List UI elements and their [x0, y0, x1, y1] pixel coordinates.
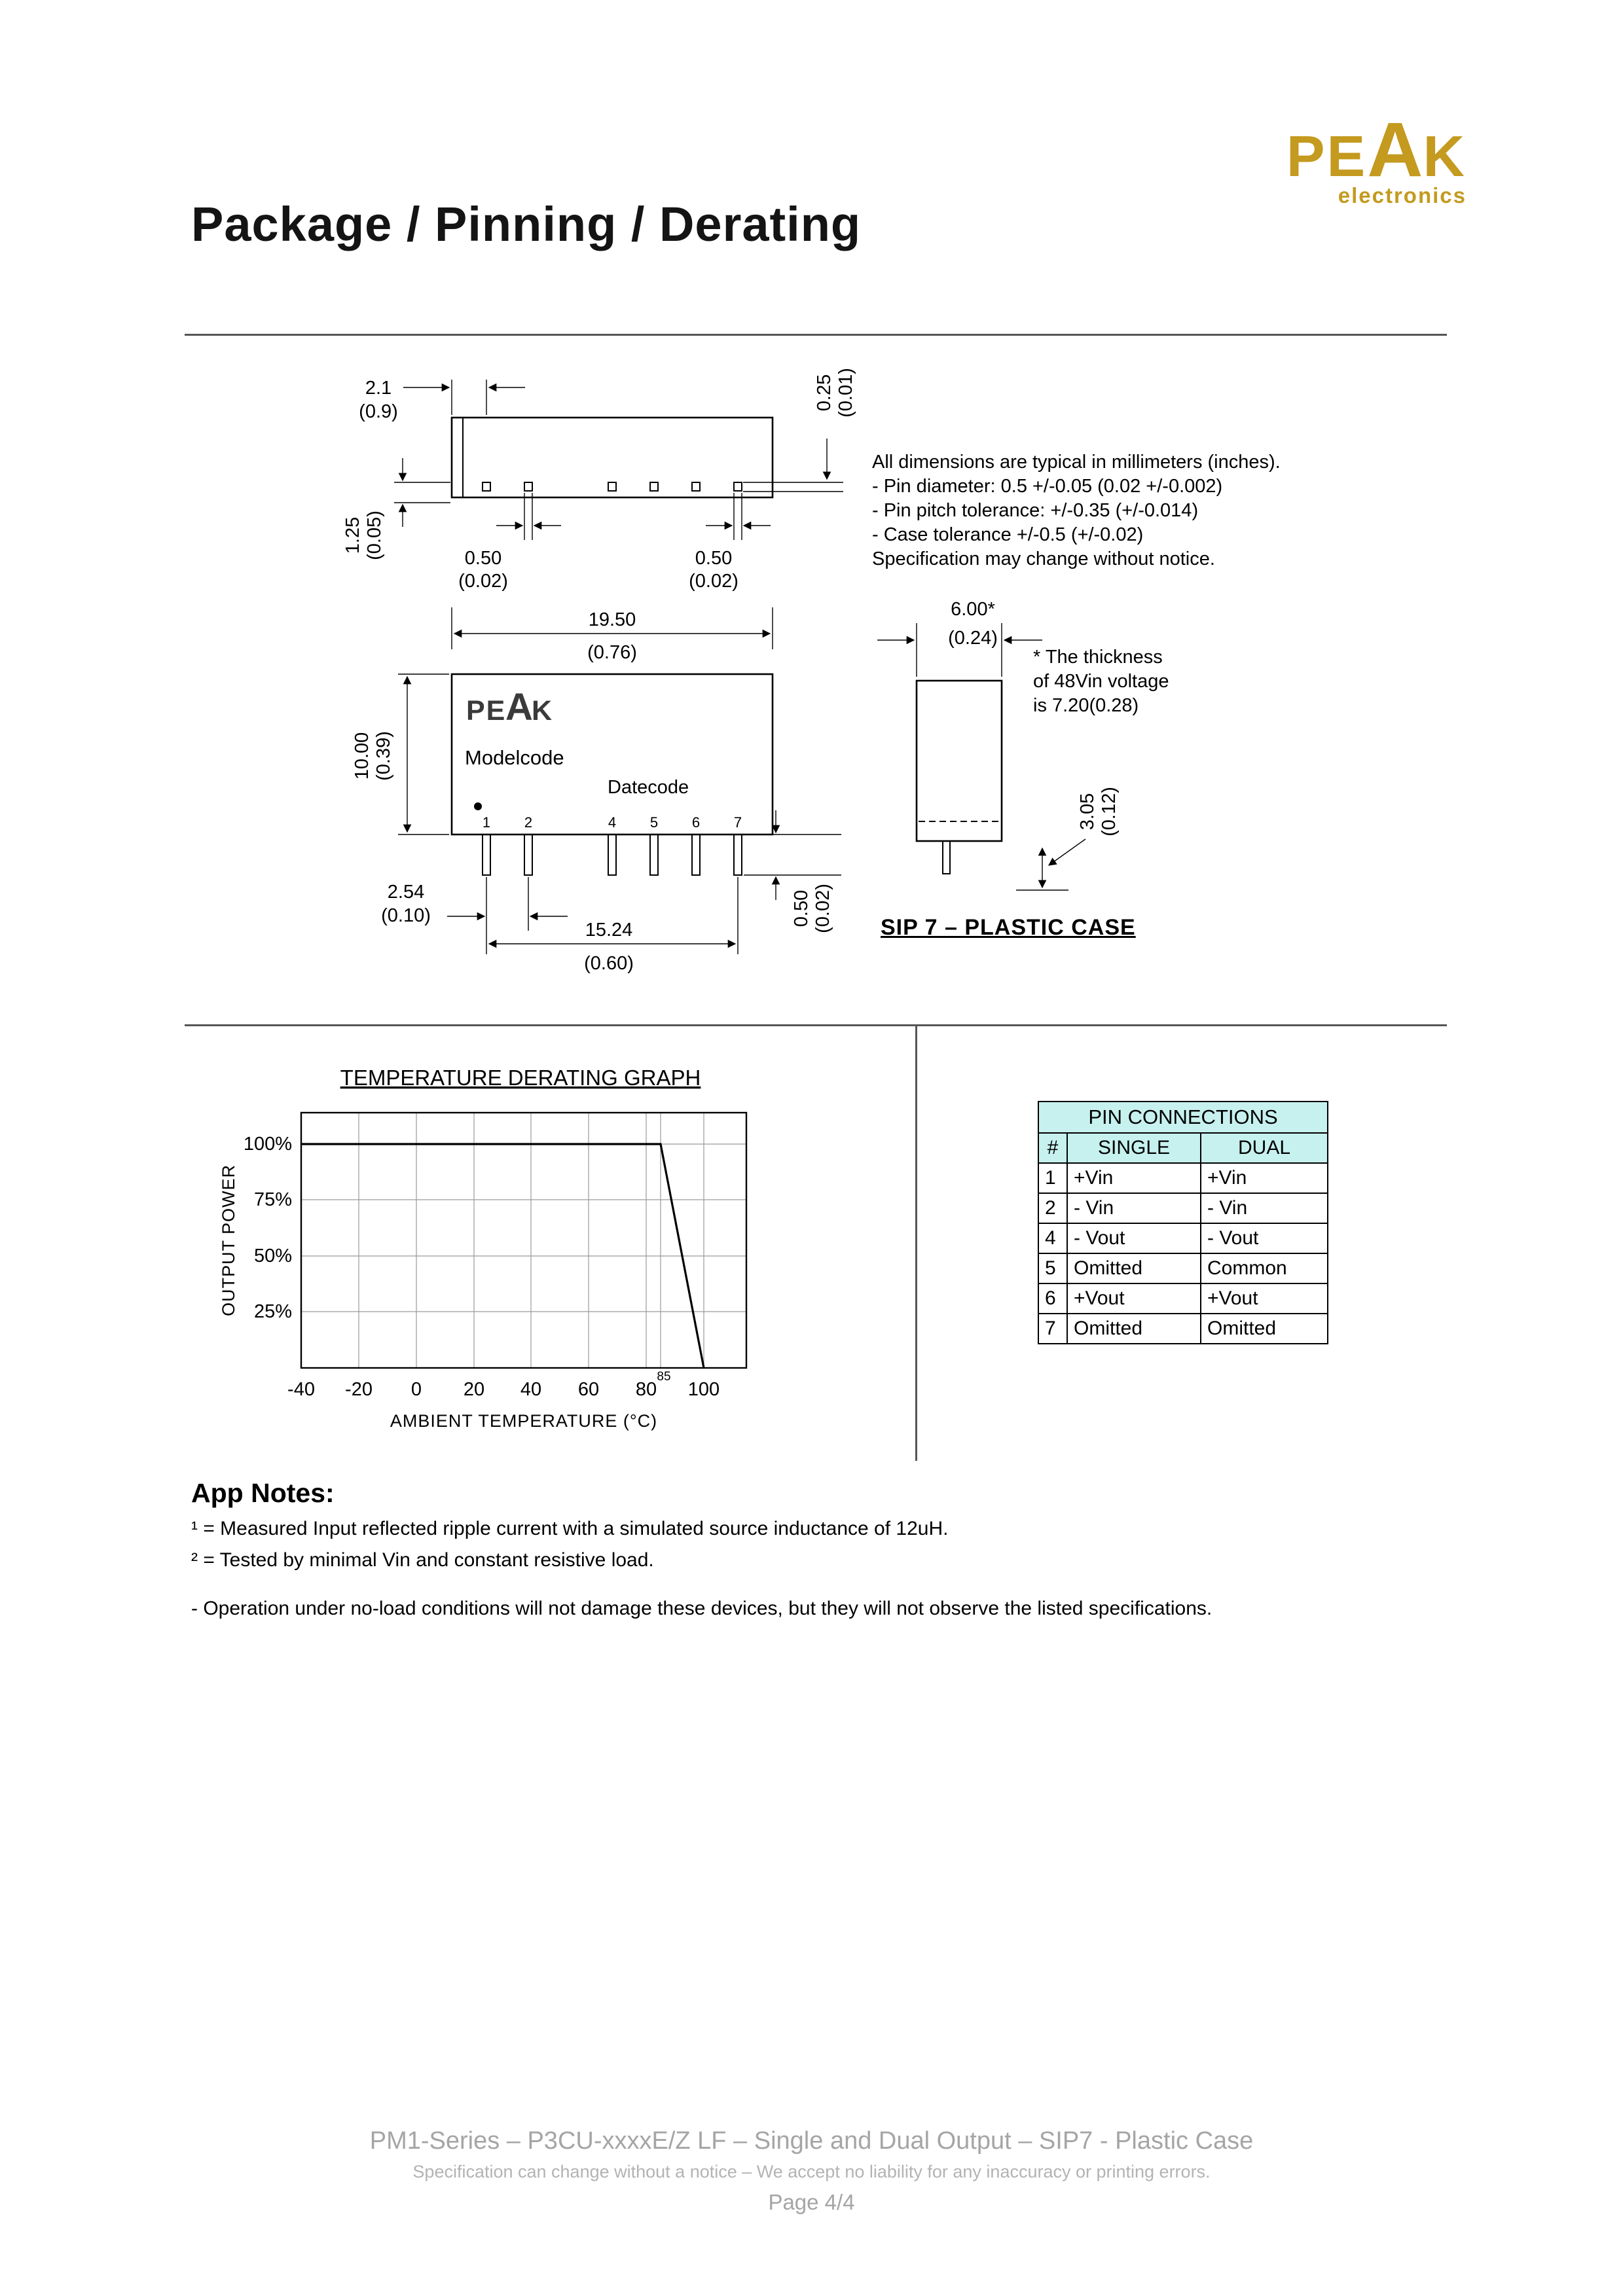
pin1-marker-dot	[474, 802, 482, 810]
dim-pin-width-right-in: (0.02)	[689, 571, 739, 592]
pin-single: Omitted	[1067, 1314, 1201, 1344]
pin-table-row	[1038, 1283, 1328, 1314]
graph-x-ticks	[287, 1370, 720, 1400]
pin-single: Omitted	[1067, 1253, 1201, 1283]
pin-table-row	[1038, 1163, 1328, 1193]
y-tick-label: 50%	[253, 1246, 292, 1266]
pin-single: - Vout	[1067, 1223, 1201, 1253]
graph-y-ticks	[244, 1134, 292, 1322]
pin-dual: Omitted	[1201, 1314, 1328, 1344]
front-logo-a: A	[505, 686, 533, 728]
note-line: Specification may change without notice.	[872, 548, 1215, 569]
dim-bottom-height-mm: 3.05	[1077, 793, 1098, 831]
dim-pin-pitch-in: (0.10)	[381, 905, 431, 926]
dim-pin-width-left-mm: 0.50	[464, 548, 502, 569]
pin-cross-section	[692, 482, 700, 491]
pin-table-title-row	[1038, 1102, 1328, 1133]
divider-top	[185, 334, 1447, 336]
pin-table-row	[1038, 1314, 1328, 1344]
pin-num: 1	[1038, 1163, 1067, 1193]
thickness-note	[1033, 645, 1308, 718]
pin-single: +Vin	[1067, 1163, 1201, 1193]
dim-body-height-mm: 10.00	[352, 732, 373, 780]
pin	[734, 834, 742, 875]
dim-body-width	[877, 599, 1042, 677]
graph-title: TEMPERATURE DERATING GRAPH	[340, 1066, 701, 1090]
pin	[483, 834, 490, 875]
pin-cross-section	[524, 482, 532, 491]
logo-subtitle: electronics	[1338, 183, 1467, 207]
pin-number: 4	[608, 814, 617, 831]
dim-standoff	[342, 458, 450, 560]
pin-num: 7	[1038, 1314, 1067, 1344]
y-tick-label: 25%	[253, 1301, 292, 1322]
dim-pin-width-left-in: (0.02)	[458, 571, 508, 592]
footer-page-number: Page 4/4	[768, 2190, 855, 2214]
app-note-line: ² = Tested by minimal Vin and constant resistive load.	[191, 1549, 654, 1571]
x-tick-label: 0	[410, 1379, 422, 1400]
logo-text-k: K	[1423, 124, 1467, 188]
dim-body-width-mm: 6.00*	[951, 599, 995, 620]
note-line: - Pin pitch tolerance: +/-0.35 (+/-0.014)	[872, 500, 1199, 521]
dim-pin-offset-mm: 2.1	[365, 378, 392, 399]
knee-label-85: 85	[657, 1370, 671, 1384]
app-notes	[191, 1478, 1474, 1620]
dim-pin-width-right-mm: 0.50	[695, 548, 733, 569]
x-tick-label: -20	[345, 1379, 373, 1400]
case-caption: SIP 7 – PLASTIC CASE	[881, 915, 1136, 940]
logo-text-pe: PE	[1286, 124, 1368, 188]
dim-pin-thickness-mm: 0.25	[814, 374, 835, 412]
dim-pin-thickness-in: (0.01)	[835, 368, 856, 418]
front-logo-pe: PE	[466, 695, 507, 726]
pin	[650, 834, 658, 875]
dim-pin-pitch	[381, 877, 568, 954]
x-tick-label: 40	[520, 1379, 542, 1400]
pin-num: 6	[1038, 1283, 1067, 1314]
pin-num: 4	[1038, 1223, 1067, 1253]
pin-dual: - Vout	[1201, 1223, 1328, 1253]
dim-pin-length	[744, 810, 841, 933]
pin-dual: +Vout	[1201, 1283, 1328, 1314]
pin-number: 2	[524, 814, 533, 831]
dim-standoff-mm: 1.25	[342, 516, 363, 554]
pin-table-row	[1038, 1253, 1328, 1283]
top-view-body	[452, 418, 773, 497]
pin-connections-table	[1038, 1101, 1328, 1344]
peak-logo-wordmark	[1185, 107, 1467, 193]
x-axis-label: AMBIENT TEMPERATURE (°C)	[390, 1411, 658, 1431]
logo-text-a: A	[1367, 107, 1423, 193]
dim-pin-offset-in: (0.9)	[359, 401, 398, 422]
pin-table-header-row	[1038, 1133, 1328, 1163]
front-datecode-label: Datecode	[608, 777, 689, 798]
side-view-pin	[943, 841, 950, 874]
thickness-note-line: * The thickness	[1033, 647, 1163, 668]
dim-pin-width-left	[458, 493, 561, 592]
dim-pin-thickness	[743, 368, 856, 492]
peak-logo	[1185, 107, 1467, 208]
pin-table-row	[1038, 1223, 1328, 1253]
pin-number: 7	[733, 814, 742, 831]
temperature-derating-graph	[183, 1047, 917, 1479]
x-tick-label: 80	[635, 1379, 657, 1400]
divider-middle	[185, 1024, 1447, 1026]
x-tick-label: 60	[577, 1379, 600, 1400]
note-line: - Pin diameter: 0.5 +/-0.05 (0.02 +/-0.002)	[872, 476, 1223, 497]
pin-table-title: PIN CONNECTIONS	[1038, 1102, 1328, 1133]
front-modelcode-label: Modelcode	[465, 746, 564, 769]
pin-cross-section	[608, 482, 616, 491]
thickness-note-line: of 48Vin voltage	[1033, 671, 1169, 692]
pin-single: +Vout	[1067, 1283, 1201, 1314]
y-axis-label: OUTPUT POWER	[219, 1164, 238, 1317]
side-view-body	[917, 681, 1002, 841]
footer-disclaimer: Specification can change without a notice – We accept no liability for any inaccuracy or printing errors.	[412, 2162, 1211, 2181]
pin-num: 2	[1038, 1193, 1067, 1223]
pin	[608, 834, 616, 875]
pin-cross-section	[483, 482, 490, 491]
pin-number: 6	[691, 814, 701, 831]
page-title: Package / Pinning / Derating	[191, 197, 862, 251]
footer-series-line: PM1-Series – P3CU-xxxxE/Z LF – Single and Dual Output – SIP7 - Plastic Case	[369, 2127, 1254, 2155]
dim-pin-row-span-mm: 15.24	[585, 920, 633, 941]
pin-number: 5	[649, 814, 659, 831]
dim-bottom-height-in: (0.12)	[1099, 787, 1120, 836]
side-view-outline	[917, 681, 1002, 874]
y-tick-label: 100%	[243, 1134, 292, 1155]
dim-body-length-in: (0.76)	[587, 642, 637, 663]
pin	[524, 834, 532, 875]
dim-body-height-in: (0.39)	[373, 731, 394, 781]
note-line: - Case tolerance +/-0.5 (+/-0.02)	[872, 524, 1144, 545]
pin-cross-section	[734, 482, 742, 491]
dimension-notes	[872, 450, 1383, 571]
dim-pin-width-right	[689, 493, 771, 592]
pin-dual: - Vin	[1201, 1193, 1328, 1223]
y-tick-label: 75%	[253, 1189, 292, 1210]
dim-standoff-in: (0.05)	[364, 511, 385, 560]
top-view-outline	[452, 418, 773, 497]
app-notes-heading: App Notes:	[191, 1478, 335, 1508]
dim-pin-pitch-mm: 2.54	[387, 882, 425, 903]
pin	[692, 834, 700, 875]
page-footer	[0, 2127, 1623, 2215]
pin-number: 1	[482, 814, 491, 831]
dim-pin-offset	[359, 378, 525, 422]
app-note-footnote: - Operation under no-load conditions will not damage these devices, but they will not observe the listed specifications.	[191, 1598, 1213, 1619]
x-tick-label: 100	[687, 1379, 720, 1400]
dim-body-length	[452, 607, 773, 663]
app-note-line: ¹ = Measured Input reflected ripple current with a simulated source inductance of 12uH.	[191, 1518, 949, 1539]
dim-body-length-mm: 19.50	[588, 609, 636, 630]
pin-dual: +Vin	[1201, 1163, 1328, 1193]
dim-pin-length-in: (0.02)	[812, 884, 833, 933]
note-line: All dimensions are typical in millimeters (inches).	[872, 452, 1281, 473]
front-view-outline	[452, 674, 773, 875]
pin-dual: Common	[1201, 1253, 1328, 1283]
dim-pin-row-span	[489, 877, 738, 974]
dim-pin-row-span-in: (0.60)	[584, 953, 634, 974]
pin-cross-section	[650, 482, 658, 491]
dim-bottom-height	[1016, 787, 1120, 890]
x-tick-label: -40	[287, 1379, 315, 1400]
dim-pin-length-mm: 0.50	[791, 889, 812, 927]
x-tick-label: 20	[463, 1379, 485, 1400]
col-header-single: SINGLE	[1067, 1133, 1201, 1163]
pin-table-row	[1038, 1193, 1328, 1223]
dim-body-height	[352, 674, 449, 834]
thickness-note-line: is 7.20(0.28)	[1033, 695, 1139, 716]
leader-line	[1049, 839, 1085, 865]
dim-body-width-in: (0.24)	[948, 628, 998, 649]
col-header-dual: DUAL	[1201, 1133, 1328, 1163]
pin-num: 5	[1038, 1253, 1067, 1283]
front-logo-k: K	[532, 695, 554, 726]
pin-single: - Vin	[1067, 1193, 1201, 1223]
col-header-num: #	[1038, 1133, 1067, 1163]
